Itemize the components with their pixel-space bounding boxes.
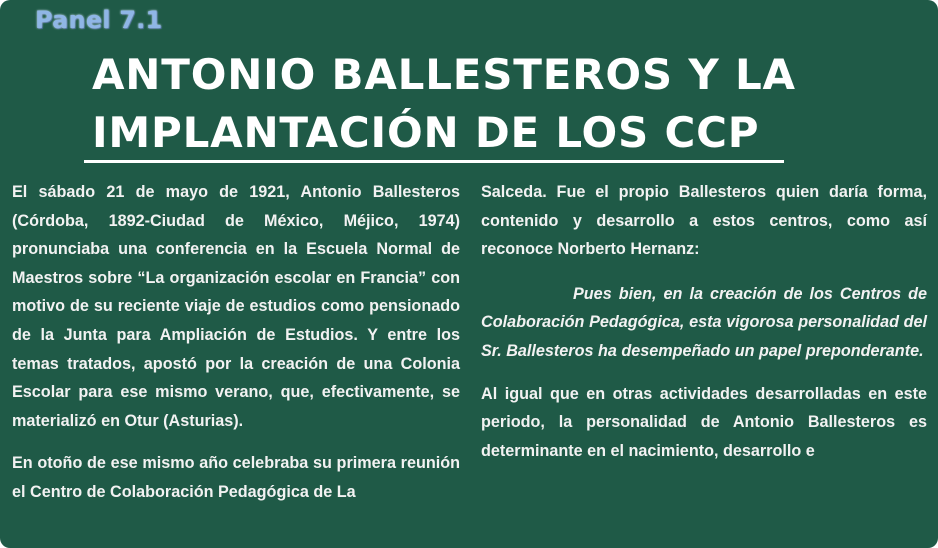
block-quote: Pues bien, en la creación de los Centros de Colaboración Pedagógica, esta vigorosa personalidad del Sr. Ballesteros ha desempeñado un papel preponderante.	[481, 284, 927, 360]
panel-title	[92, 46, 796, 162]
title-underline	[84, 160, 784, 163]
panel-label: Panel 7.1	[35, 6, 163, 34]
left-column	[12, 178, 460, 507]
paragraph: El sábado 21 de mayo de 1921, Antonio Ballesteros (Córdoba, 1892-Ciudad de México, Méjico, 1974) pronunciaba una conferencia en la Escuela Normal de Maestros sobre “La organización escolar en Francia” con motivo de su reciente viaje de estudios como pensionado de la Junta para Ampliación de Estudios. Y entre los temas tratados, apostó por la creación de una Colonia Escolar para ese mismo verano, que, efectivamente, se materializó en Otur (Asturias).	[12, 183, 460, 430]
title-line-1: ANTONIO BALLESTEROS Y LA	[92, 50, 796, 99]
title-line-2: IMPLANTACIÓN DE LOS CCP	[92, 108, 760, 157]
paragraph: Salceda. Fue el propio Ballesteros quien daría forma, contenido y desarrollo a estos centros, como así reconoce Norberto Hernanz:	[481, 183, 927, 259]
paragraph: En otoño de ese mismo año celebraba su primera reunión el Centro de Colaboración Pedagógica de La	[12, 454, 460, 501]
paragraph: Al igual que en otras actividades desarrolladas en este periodo, la personalidad de Antonio Ballesteros es determinante en el nacimiento, desarrollo e	[481, 384, 927, 460]
right-column	[481, 178, 927, 465]
